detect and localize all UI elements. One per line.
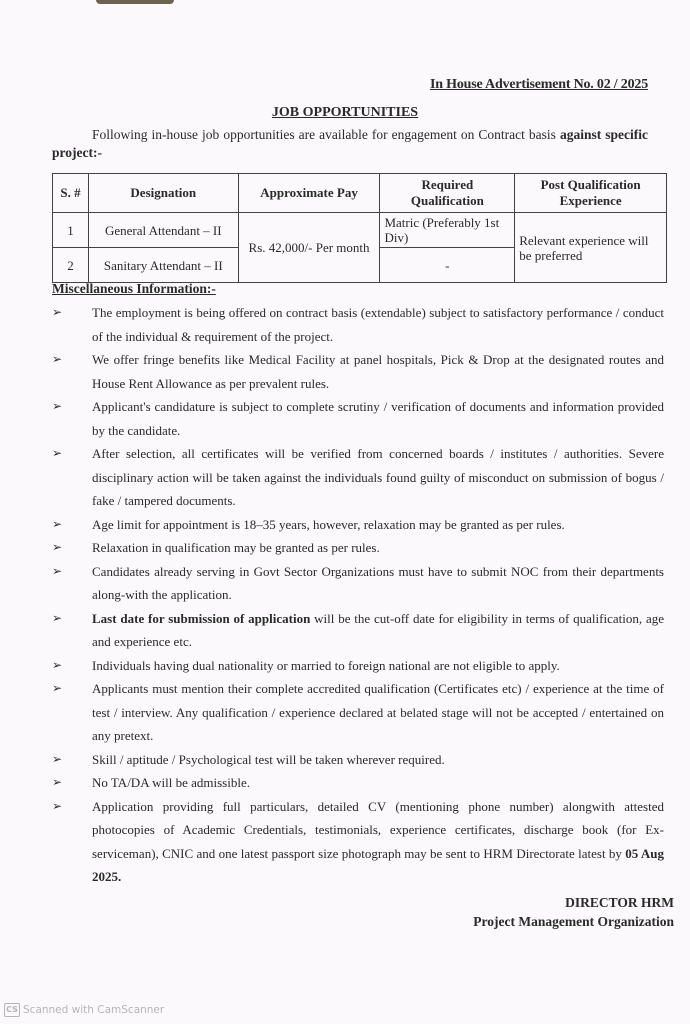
cell-experience: Relevant experience will be preferred bbox=[515, 213, 667, 283]
jobs-table bbox=[52, 173, 667, 283]
misc-item-bold: Last date for submission of application bbox=[92, 610, 311, 626]
misc-item-text: Skill / aptitude / Psychological test will be taken wherever required. bbox=[92, 751, 445, 767]
cell-designation: Sanitary Attendant – II bbox=[88, 248, 238, 283]
arrowhead-bullet-icon: ➢ bbox=[52, 399, 63, 413]
misc-list-item bbox=[52, 442, 664, 513]
misc-item-text: will be the cut-off date for eligibility in terms of qualification, age and experience etc. bbox=[92, 610, 664, 649]
misc-list-item bbox=[52, 654, 664, 678]
arrowhead-bullet-icon: ➢ bbox=[52, 563, 63, 578]
col-header-sno: S. # bbox=[53, 174, 89, 213]
page-title: JOB OPPORTUNITIES bbox=[271, 105, 419, 120]
col-header-designation: Designation bbox=[88, 174, 238, 213]
arrowhead-bullet-icon: ➢ bbox=[52, 540, 63, 554]
misc-item-text: Individuals having dual nationality or married to foreign national are not eligible to apply. bbox=[92, 657, 560, 673]
misc-item-text: Candidates already serving in Govt Sector Organizations must have to submit NOC from their departments along-with the application. bbox=[92, 563, 664, 602]
signature-block bbox=[473, 893, 674, 931]
misc-list-item bbox=[52, 677, 664, 748]
arrowhead-bullet-icon: ➢ bbox=[52, 775, 63, 789]
misc-item-text: The employment is being offered on contract basis (extendable) subject to satisfactory performance / conduct of the individual & requirement of the project. bbox=[92, 305, 664, 344]
col-header-qualification: Required Qualification bbox=[380, 174, 515, 213]
arrowhead-bullet-icon: ➢ bbox=[52, 610, 63, 625]
arrowhead-bullet-icon: ➢ bbox=[52, 681, 63, 695]
camscanner-watermark bbox=[4, 1003, 164, 1017]
misc-list-item bbox=[52, 795, 664, 889]
arrowhead-bullet-icon: ➢ bbox=[52, 798, 63, 813]
misc-list-item bbox=[52, 395, 664, 442]
arrowhead-bullet-icon: ➢ bbox=[52, 657, 63, 672]
misc-item-text: Applicant's candidature is subject to complete scrutiny / verification of documents and information provided by the candidate. bbox=[92, 399, 664, 438]
intro-text: Following in-house job opportunities are available for engagement on Contract basis bbox=[92, 127, 560, 142]
misc-item-text: Age limit for appointment is 18–35 years, however, relaxation may be granted as per rules. bbox=[92, 516, 565, 532]
misc-item-text: Applicants must mention their complete accredited qualification (Certificates etc) / experience at the time of test / interview. Any qualification / experience declared at belated stage will not be accepted / entertained on any pretext. bbox=[92, 681, 664, 743]
camscanner-logo-icon: CS bbox=[4, 1003, 20, 1017]
table-header-row bbox=[53, 174, 667, 213]
misc-list bbox=[52, 301, 664, 889]
arrowhead-bullet-icon: ➢ bbox=[52, 352, 63, 366]
photo-edge-artifact bbox=[96, 0, 174, 4]
intro-bold: against specific project:- bbox=[52, 127, 648, 160]
intro-paragraph bbox=[52, 126, 648, 162]
cell-designation: General Attendant – II bbox=[88, 213, 238, 248]
cell-pay: Rs. 42,000/- Per month bbox=[238, 213, 380, 283]
misc-heading: Miscellaneous Information:- bbox=[52, 281, 216, 296]
cell-sno: 2 bbox=[53, 248, 89, 283]
table-row bbox=[53, 213, 667, 248]
arrowhead-bullet-icon: ➢ bbox=[52, 751, 63, 766]
misc-item-text: No TA/DA will be admissible. bbox=[92, 775, 250, 790]
misc-item-text: After selection, all certificates will be verified from concerned boards / institutes / authorities. Severe disciplinary action will be taken against the individuals found guilty of misconduct on submission of bogus / fake / tampered documents. bbox=[92, 446, 664, 508]
col-header-experience: Post Qualification Experience bbox=[515, 174, 667, 213]
submission-deadline: 05 Aug 2025. bbox=[92, 845, 664, 884]
advertisement-number: In House Advertisement No. 02 / 2025 bbox=[430, 77, 648, 92]
cell-sno: 1 bbox=[53, 213, 89, 248]
misc-item-text: Application providing full particulars, detailed CV (mentioning phone number) alongwith attested photocopies of Academic Credentials, testimonials, experience certificates, discharge book (for Ex-serviceman), CNIC and one latest passport size photograph may be sent to HRM Directorate latest by bbox=[92, 798, 664, 861]
misc-item-text: We offer fringe benefits like Medical Facility at panel hospitals, Pick & Drop at the designated routes and House Rent Allowance as per prevalent rules. bbox=[92, 352, 664, 391]
misc-list-item bbox=[52, 771, 664, 795]
misc-list-item bbox=[52, 513, 664, 537]
arrowhead-bullet-icon: ➢ bbox=[52, 446, 63, 460]
misc-list-item bbox=[52, 348, 664, 395]
watermark-text: Scanned with CamScanner bbox=[23, 1004, 165, 1016]
cell-qualification: - bbox=[380, 248, 515, 283]
arrowhead-bullet-icon: ➢ bbox=[52, 305, 63, 319]
misc-item-text: Relaxation in qualification may be granted as per rules. bbox=[92, 540, 380, 555]
col-header-pay: Approximate Pay bbox=[238, 174, 380, 213]
misc-list-item bbox=[52, 607, 664, 654]
misc-list-item bbox=[52, 536, 664, 560]
misc-list-item bbox=[52, 301, 664, 348]
arrowhead-bullet-icon: ➢ bbox=[52, 516, 63, 531]
cell-qualification: Matric (Preferably 1st Div) bbox=[380, 213, 515, 248]
signatory-title: DIRECTOR HRM bbox=[565, 895, 674, 910]
signatory-organization: Project Management Organization bbox=[473, 914, 674, 929]
misc-list-item bbox=[52, 748, 664, 772]
misc-list-item bbox=[52, 560, 664, 607]
